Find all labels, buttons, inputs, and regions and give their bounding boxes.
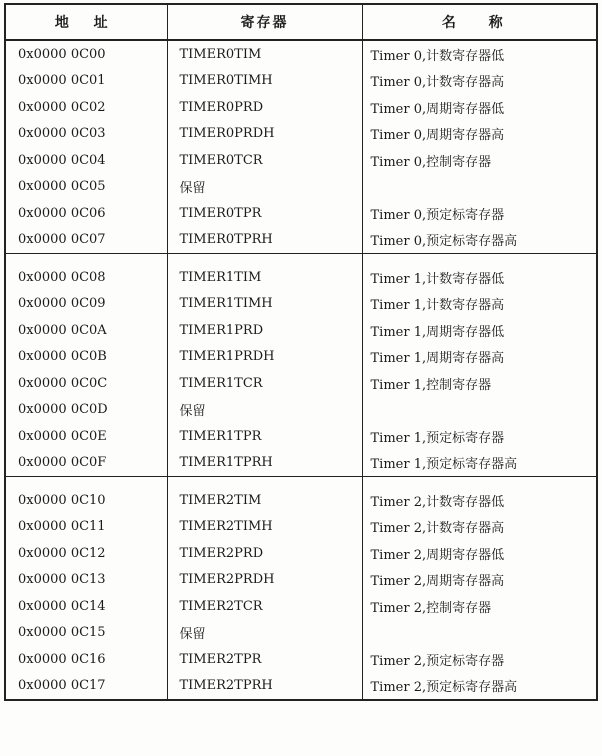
table-body: [5, 40, 597, 700]
table-row: [5, 94, 597, 121]
cell-address: 0x0000 0C01: [5, 68, 167, 95]
table-row: [5, 370, 597, 397]
cell-register: TIMER2TCR: [167, 593, 362, 620]
cell-name: Timer 2,周期寄存器低: [362, 540, 597, 567]
cell-name: [362, 620, 597, 647]
cell-name: [362, 397, 597, 424]
cell-address: 0x0000 0C0B: [5, 344, 167, 371]
cell-address: 0x0000 0C0E: [5, 423, 167, 450]
cell-address: 0x0000 0C0A: [5, 317, 167, 344]
cell-register: TIMER1PRD: [167, 317, 362, 344]
cell-name: Timer 1,计数寄存器高: [362, 291, 597, 318]
cell-address: 0x0000 0C03: [5, 121, 167, 148]
table-row: [5, 317, 597, 344]
cell-register: TIMER2TIM: [167, 477, 362, 514]
table-row: [5, 254, 597, 291]
table-row: [5, 200, 597, 227]
cell-name: Timer 0,计数寄存器高: [362, 68, 597, 95]
cell-name: Timer 0,预定标寄存器: [362, 200, 597, 227]
table-row: [5, 227, 597, 254]
cell-register: TIMER1TPR: [167, 423, 362, 450]
cell-address: 0x0000 0C08: [5, 254, 167, 291]
cell-name: Timer 2,控制寄存器: [362, 593, 597, 620]
cell-register: TIMER1TPRH: [167, 450, 362, 477]
table-row: [5, 646, 597, 673]
table-row: [5, 291, 597, 318]
cell-register: TIMER0PRDH: [167, 121, 362, 148]
cell-name: Timer 1,预定标寄存器: [362, 423, 597, 450]
table-row: [5, 514, 597, 541]
cell-address: 0x0000 0C0C: [5, 370, 167, 397]
table-row: [5, 147, 597, 174]
table-row: [5, 397, 597, 424]
cell-register: 保留: [167, 174, 362, 201]
table-row: [5, 540, 597, 567]
cell-name: Timer 2,预定标寄存器: [362, 646, 597, 673]
cell-address: 0x0000 0C12: [5, 540, 167, 567]
cell-register: TIMER2TPRH: [167, 673, 362, 701]
cell-register: TIMER1PRDH: [167, 344, 362, 371]
cell-register: TIMER0TPR: [167, 200, 362, 227]
cell-register: 保留: [167, 397, 362, 424]
cell-register: TIMER0PRD: [167, 94, 362, 121]
cell-name: Timer 2,计数寄存器高: [362, 514, 597, 541]
cell-name: Timer 2,预定标寄存器高: [362, 673, 597, 701]
table-row: [5, 620, 597, 647]
cell-name: Timer 0,控制寄存器: [362, 147, 597, 174]
table-header-row: [5, 4, 597, 40]
table-row: [5, 593, 597, 620]
table-row: [5, 344, 597, 371]
cell-register: TIMER0TIMH: [167, 68, 362, 95]
table-row: [5, 477, 597, 514]
cell-name: Timer 2,计数寄存器低: [362, 477, 597, 514]
cell-name: [362, 174, 597, 201]
table-row: [5, 40, 597, 68]
cell-register: TIMER0TIM: [167, 40, 362, 68]
cell-name: Timer 1,预定标寄存器高: [362, 450, 597, 477]
cell-address: 0x0000 0C07: [5, 227, 167, 254]
cell-address: 0x0000 0C0D: [5, 397, 167, 424]
cell-name: Timer 1,周期寄存器高: [362, 344, 597, 371]
cell-address: 0x0000 0C06: [5, 200, 167, 227]
cell-register: TIMER0TCR: [167, 147, 362, 174]
cell-name: Timer 0,计数寄存器低: [362, 40, 597, 68]
cell-address: 0x0000 0C13: [5, 567, 167, 594]
cell-name: Timer 2,周期寄存器高: [362, 567, 597, 594]
cell-address: 0x0000 0C05: [5, 174, 167, 201]
table-row: [5, 423, 597, 450]
table-row: [5, 567, 597, 594]
cell-register: TIMER2TIMH: [167, 514, 362, 541]
cell-address: 0x0000 0C17: [5, 673, 167, 701]
cell-address: 0x0000 0C14: [5, 593, 167, 620]
cell-name: Timer 0,周期寄存器高: [362, 121, 597, 148]
cell-register: TIMER0TPRH: [167, 227, 362, 254]
cell-address: 0x0000 0C04: [5, 147, 167, 174]
timer-register-table: [4, 3, 598, 701]
cell-address: 0x0000 0C11: [5, 514, 167, 541]
cell-address: 0x0000 0C00: [5, 40, 167, 68]
table-row: [5, 68, 597, 95]
cell-register: TIMER2PRDH: [167, 567, 362, 594]
cell-address: 0x0000 0C15: [5, 620, 167, 647]
header-name: 名 称: [362, 4, 597, 40]
cell-register: TIMER1TIMH: [167, 291, 362, 318]
table-row: [5, 121, 597, 148]
cell-register: TIMER1TIM: [167, 254, 362, 291]
cell-address: 0x0000 0C09: [5, 291, 167, 318]
table-row: [5, 673, 597, 701]
cell-address: 0x0000 0C16: [5, 646, 167, 673]
cell-name: Timer 1,计数寄存器低: [362, 254, 597, 291]
cell-register: TIMER2TPR: [167, 646, 362, 673]
cell-address: 0x0000 0C10: [5, 477, 167, 514]
cell-register: TIMER2PRD: [167, 540, 362, 567]
cell-register: 保留: [167, 620, 362, 647]
cell-name: Timer 1,周期寄存器低: [362, 317, 597, 344]
cell-register: TIMER1TCR: [167, 370, 362, 397]
cell-address: 0x0000 0C0F: [5, 450, 167, 477]
table-row: [5, 450, 597, 477]
header-register: 寄存器: [167, 4, 362, 40]
cell-name: Timer 0,周期寄存器低: [362, 94, 597, 121]
header-address: 地 址: [5, 4, 167, 40]
table-row: [5, 174, 597, 201]
cell-name: Timer 1,控制寄存器: [362, 370, 597, 397]
cell-name: Timer 0,预定标寄存器高: [362, 227, 597, 254]
cell-address: 0x0000 0C02: [5, 94, 167, 121]
